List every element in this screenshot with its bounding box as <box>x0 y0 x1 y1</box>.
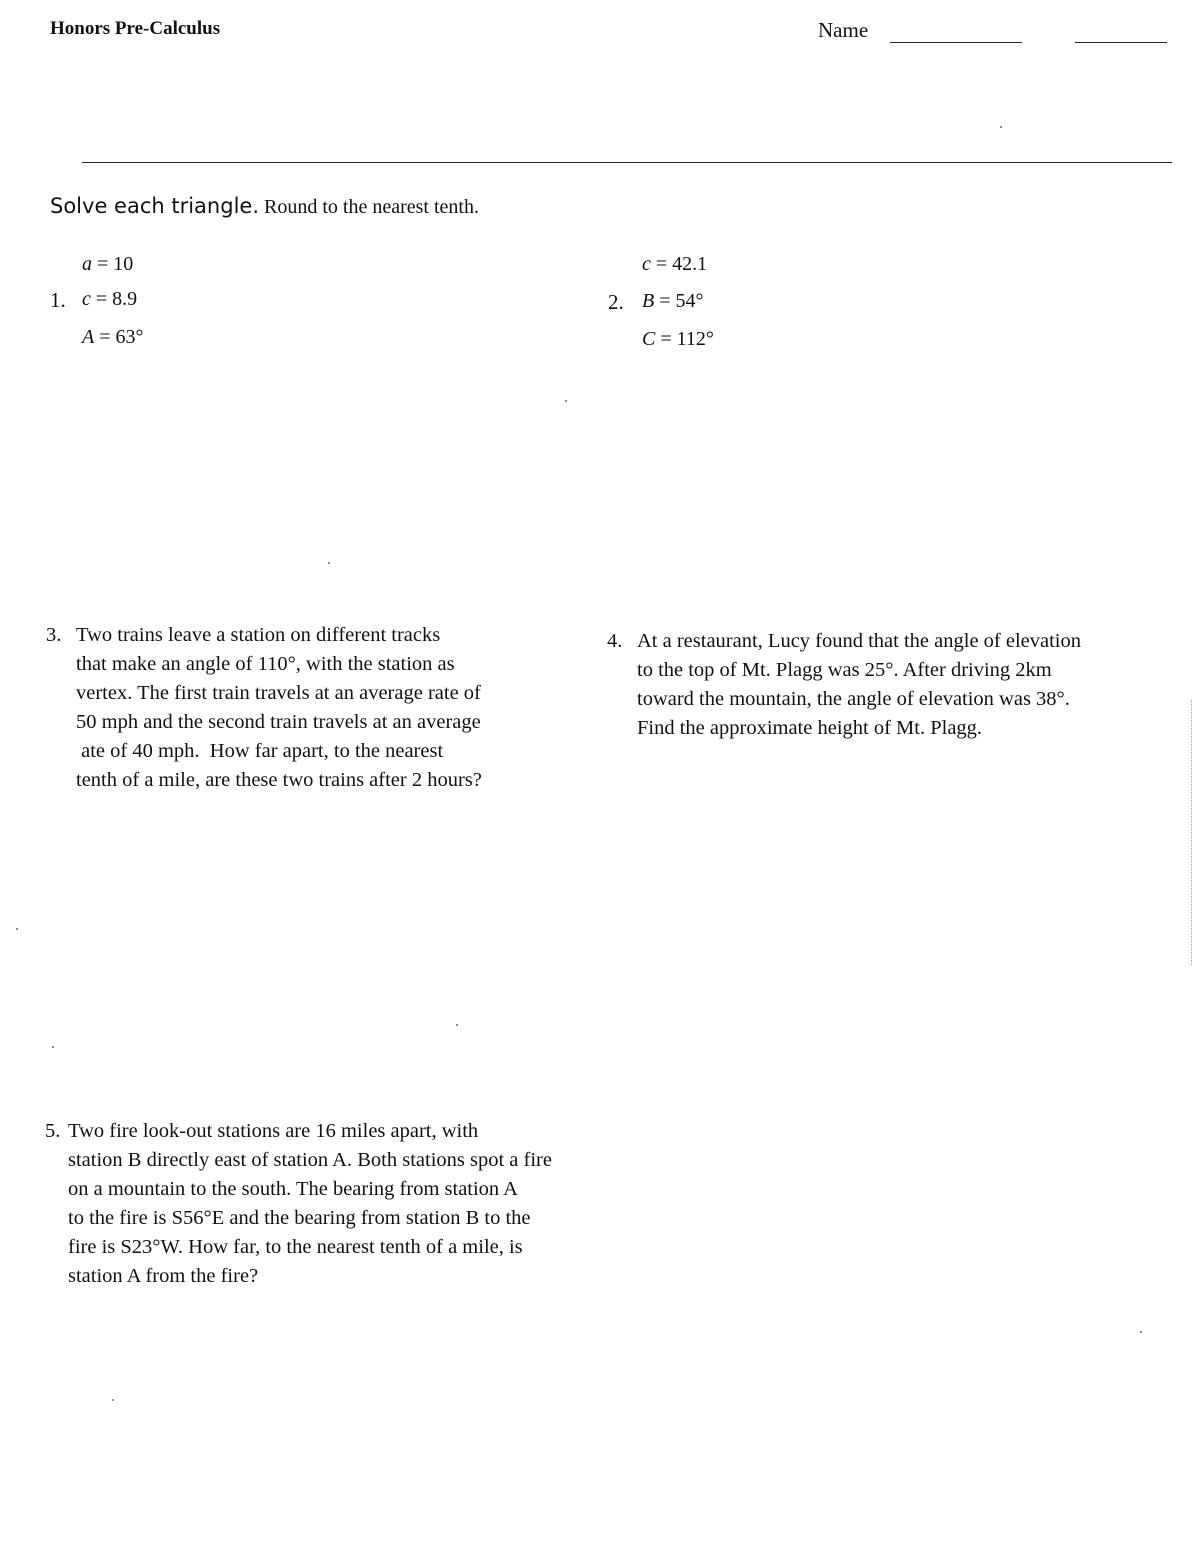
problem-1-number: 1. <box>50 288 66 312</box>
given-value: = 8.9 <box>90 288 138 310</box>
problem-4-line: to the top of Mt. Plagg was 25°. After driving 2km <box>637 659 1052 681</box>
problem-4-line: toward the mountain, the angle of elevation was 38°. <box>637 688 1070 710</box>
name-blank-line-2 <box>1075 42 1167 43</box>
scan-speck <box>1000 126 1002 128</box>
problem-3-line: that make an angle of 110°, with the station as <box>76 653 455 675</box>
problem-1-given-c <box>82 288 137 311</box>
instructions-lead: Solve each triangle. <box>50 194 259 218</box>
scan-speck <box>328 562 330 564</box>
scan-speck <box>456 1024 458 1026</box>
course-title: Honors Pre-Calculus <box>50 18 221 39</box>
given-variable: A <box>82 326 95 348</box>
scan-speck <box>1140 1331 1142 1333</box>
scan-speck <box>52 1046 54 1048</box>
instructions <box>50 194 479 219</box>
problem-2-number: 2. <box>608 290 624 314</box>
problem-2-given-c <box>642 253 707 276</box>
problem-4 <box>607 627 1081 743</box>
problem-1-given-a <box>82 253 133 276</box>
problem-3-line: 50 mph and the second train travels at an average <box>76 711 481 733</box>
scan-speck <box>565 400 567 402</box>
problem-4-line: Find the approximate height of Mt. Plagg. <box>637 717 983 739</box>
given-variable: c <box>82 288 91 310</box>
problem-5-line: station A from the fire? <box>68 1265 259 1287</box>
instructions-rest: Round to the nearest tenth. <box>264 196 479 218</box>
problem-3-line: ate of 40 mph. How far apart, to the nearest <box>76 740 444 762</box>
problem-3-line: vertex. The first train travels at an average rate of <box>76 682 481 704</box>
scan-speck <box>112 1399 114 1401</box>
given-value: = 54° <box>654 290 704 312</box>
given-variable: C <box>642 328 656 350</box>
given-value: = 10 <box>92 253 134 275</box>
problem-3-line: Two trains leave a station on different tracks <box>76 624 441 646</box>
given-value: = 63° <box>94 326 144 348</box>
problem-5-line: station B directly east of station A. Both stations spot a fire <box>68 1149 552 1171</box>
problem-5-line: on a mountain to the south. The bearing from station A <box>68 1178 518 1200</box>
problem-5-number: 5. <box>45 1120 61 1142</box>
problem-2-given-C <box>642 328 714 351</box>
given-variable: c <box>642 253 651 275</box>
scan-speck <box>16 928 18 930</box>
header-rule <box>82 162 1172 163</box>
problem-5-line: Two fire look-out stations are 16 miles apart, with <box>68 1120 479 1142</box>
problem-2-given-B <box>642 290 704 313</box>
given-variable: B <box>642 290 655 312</box>
problem-3 <box>46 621 482 795</box>
name-blank-line <box>890 42 1022 43</box>
problem-4-line: At a restaurant, Lucy found that the angle of elevation <box>637 630 1082 652</box>
problem-3-number: 3. <box>46 624 62 646</box>
scan-edge-dots <box>1191 700 1193 965</box>
name-label: Name <box>818 18 869 42</box>
given-variable: a <box>82 253 92 275</box>
given-value: = 42.1 <box>650 253 708 275</box>
problem-4-number: 4. <box>607 630 623 652</box>
problem-3-line: tenth of a mile, are these two trains after 2 hours? <box>76 769 482 791</box>
problem-1-given-A <box>82 326 144 349</box>
given-value: = 112° <box>655 328 714 350</box>
problem-5-line: to the fire is S56°E and the bearing from station B to the <box>68 1207 531 1229</box>
problem-5-line: fire is S23°W. How far, to the nearest tenth of a mile, is <box>68 1236 523 1258</box>
problem-5 <box>45 1117 552 1291</box>
